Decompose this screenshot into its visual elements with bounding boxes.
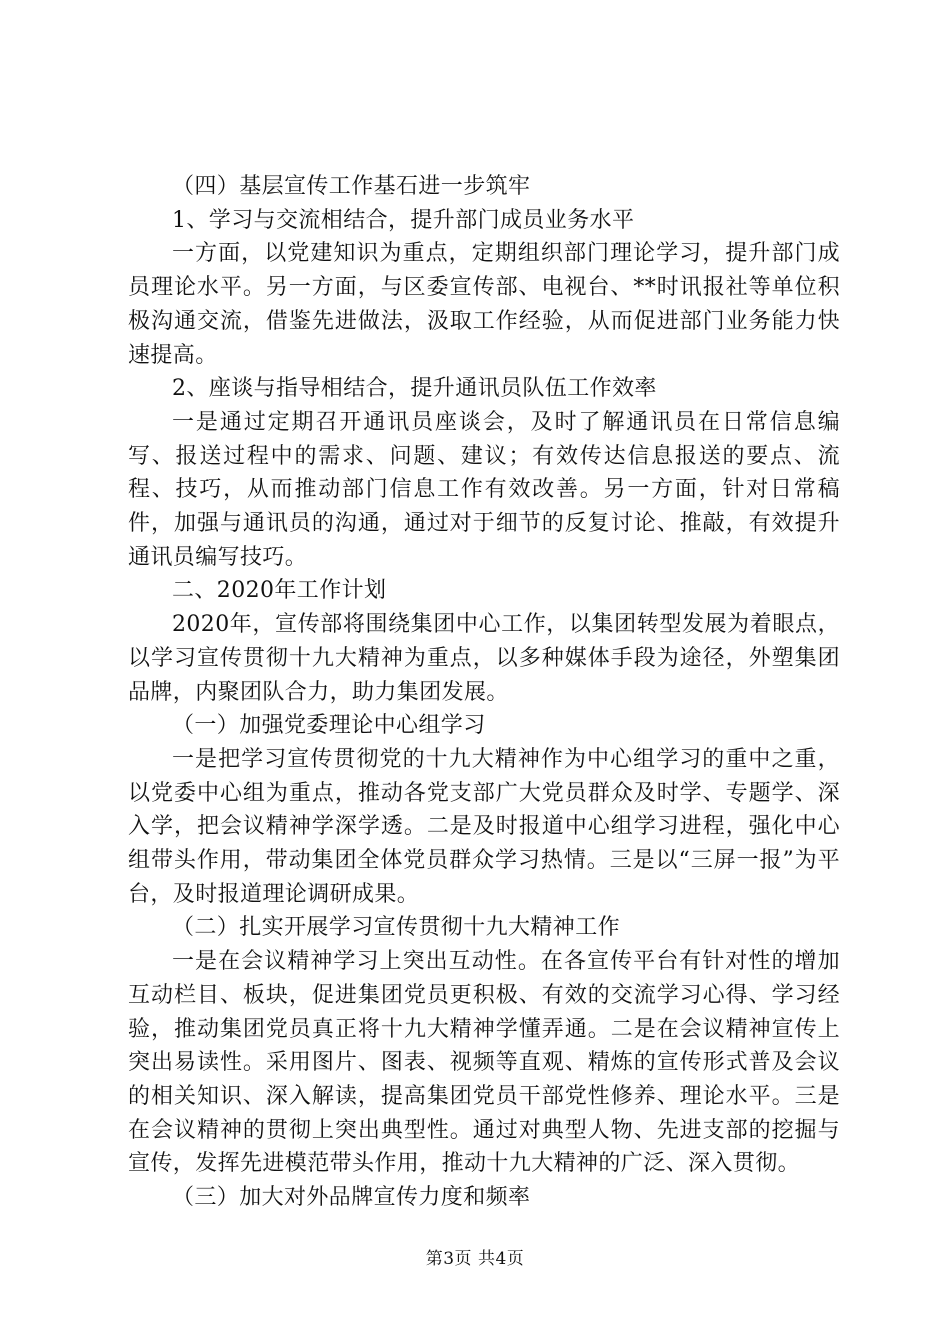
subheading-seminar-guidance: 2、座谈与指导相结合，提升通讯员队伍工作效率 (172, 376, 657, 402)
section-heading-4: （四）基层宣传工作基石进一步筑牢 (172, 174, 531, 199)
plan-heading-3: （三）加大对外品牌宣传力度和频率 (172, 1185, 531, 1211)
body-paragraph: 一是在会议精神学习上突出互动性。在各宣传平台有针对性的增加互动栏目、板块，促进集团党员更积极、有效的交流学习心得、学习经验，推动集团党员真正将十九大精神学懂弄通。二是在会议精神宣传上突出易读性。采用图片、图表、视频等直观、精炼的宣传形式普及会议的相关知识、深入解读，提高集团党员干部党性修养、理论水平。三是在会议精神的贯彻上突出典型性。通过对典型人物、先进支部的挖掘与宣传，发挥先进模范带头作用，推动十九大精神的广泛、深入贯彻。 (128, 949, 840, 1177)
plan-heading-1: （一）加强党委理论中心组学习 (172, 713, 486, 739)
plan-heading-2: （二）扎实开展学习宣传贯彻十九大精神工作 (172, 915, 621, 941)
page-number-footer: 第3页 共4页 (425, 1249, 525, 1269)
body-paragraph: 一是通过定期召开通讯员座谈会，及时了解通讯员在日常信息编写、报送过程中的需求、问题、建议；有效传达信息报送的要点、流程、技巧，从而推动部门信息工作有效改善。另一方面，针对日常稿件，加强与通讯员的沟通，通过对于细节的反复讨论、推敲，有效提升通讯员编写技巧。 (128, 409, 840, 570)
document-body (128, 170, 840, 1215)
subheading-study-exchange: 1、学习与交流相结合，提升部门成员业务水平 (172, 207, 635, 233)
body-paragraph: 2020年，宣传部将围绕集团中心工作，以集团转型发展为着眼点，以学习宣传贯彻十九大精神为重点，以多种媒体手段为途径，外塑集团品牌，内聚团队合力，助力集团发展。 (128, 612, 840, 705)
body-paragraph: 一方面，以党建知识为重点，定期组织部门理论学习，提升部门成员理论水平。另一方面，与区委宣传部、电视台、**时讯报社等单位积极沟通交流，借鉴先进做法，汲取工作经验，从而促进部门业务能力快速提高。 (128, 241, 840, 368)
section-heading-work-plan: 二、2020年工作计划 (172, 578, 387, 604)
body-paragraph: 一是把学习宣传贯彻党的十九大精神作为中心组学习的重中之重，以党委中心组为重点，推动各党支部广大党员群众及时学、专题学、深入学，把会议精神学深学透。二是及时报道中心组学习进程，强化中心组带头作用，带动集团全体党员群众学习热情。三是以“三屏一报”为平台，及时报道理论调研成果。 (128, 746, 840, 907)
